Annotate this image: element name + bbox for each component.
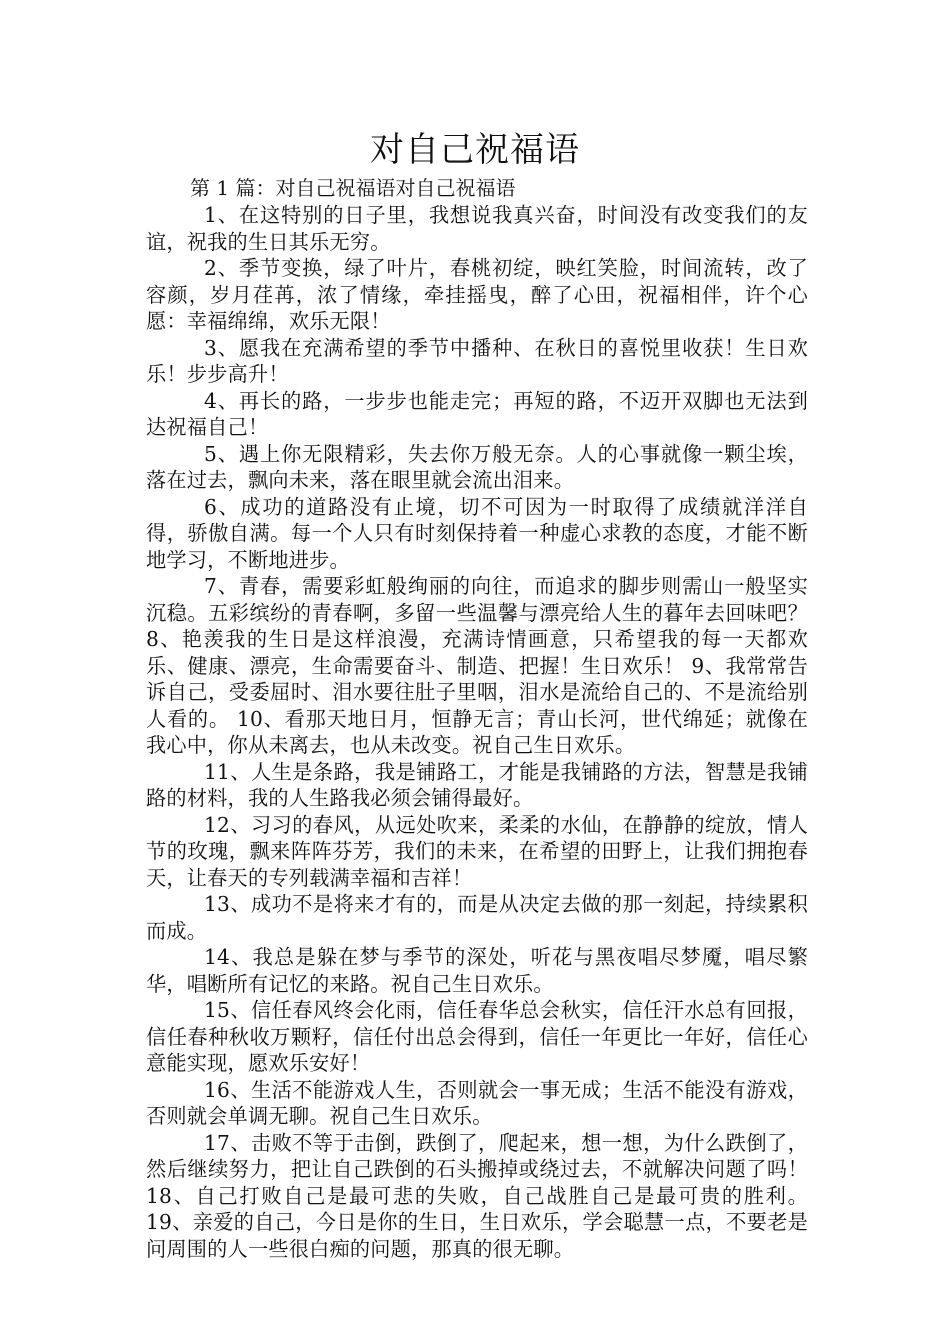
paragraph: 15、信任春风终会化雨，信任春华总会秋实，信任汗水总有回报，信任春种秋收万颗籽，信任付出总会得到，信任一年更比一年好，信任心意能实现，愿欢乐安好！ [146, 998, 808, 1075]
paragraph: 11、人生是条路，我是铺路工，才能是我铺路的方法，智慧是我铺路的材料，我的人生路我必须会铺得最好。 [146, 759, 808, 810]
page-title: 对自己祝福语 [370, 130, 580, 170]
paragraph: 5、遇上你无限精彩，失去你万般无奈。人的心事就像一颗尘埃，落在过去，飘向未来，落在眼里就会流出泪来。 [146, 441, 808, 492]
paragraph: 2、季节变换，绿了叶片，春桃初绽，映红笑脸，时间流转，改了容颜，岁月荏苒，浓了情缘，牵挂摇曳，醉了心田，祝福相伴，许个心愿：幸福绵绵，欢乐无限！ [146, 256, 808, 333]
paragraph: 1、在这特别的日子里，我想说我真兴奋，时间没有改变我们的友谊，祝我的生日其乐无穷。 [146, 203, 808, 254]
paragraph: 6、成功的道路没有止境，切不可因为一时取得了成绩就洋洋自得，骄傲自满。每一个人只有时刻保持着一种虚心求教的态度，才能不断地学习，不断地进步。 [146, 494, 808, 572]
body-text [146, 202, 808, 1262]
paragraph: 3、愿我在充满希望的季节中播种、在秋日的喜悦里收获！生日欢乐！步步高升！ [146, 335, 808, 386]
paragraph: 17、击败不等于击倒，跌倒了，爬起来，想一想，为什么跌倒了，然后继续努力，把让自己跌倒的石头搬掉或绕过去，不就解决问题了吗！ 18、自己打败自己是最可悲的失败，自己战胜自己是最可贵的胜利。 19、亲爱的自己，今日是你的生日，生日欢乐，学会聪慧一点，不要老是问周围的人一些很白痴的问题，那真的很无聊。 [146, 1130, 808, 1261]
paragraph: 4、再长的路，一步步也能走完；再短的路，不迈开双脚也无法到达祝福自己！ [146, 388, 808, 439]
paragraph: 7、青春，需要彩虹般绚丽的向往，而追求的脚步则需山一般坚实沉稳。五彩缤纷的青春啊，多留一些温馨与漂亮给人生的暮年去回味吧？ 8、艳羡我的生日是这样浪漫，充满诗情画意，只希望我的每一天都欢乐、健康、漂亮，生命需要奋斗、制造、把握！生日欢乐！ 9、我常常告诉自己，受委屈时、泪水要往肚子里咽，泪水是流给自己的、不是流给别人看的。 10、看那天地日月，恒静无言；青山长河，世代绵延；就像在我心中，你从未离去，也从未改变。祝自己生日欢乐。 [146, 574, 808, 757]
paragraph: 14、我总是躲在梦与季节的深处，听花与黑夜唱尽梦魇，唱尽繁华，唱断所有记忆的来路。祝自己生日欢乐。 [146, 945, 808, 996]
section-heading: 第 1 篇：对自己祝福语对自己祝福语 [190, 176, 516, 200]
paragraph: 12、习习的春风，从远处吹来，柔柔的水仙，在静静的绽放，情人节的玫瑰，飘来阵阵芬芳，我们的未来，在希望的田野上，让我们拥抱春天，让春天的专列载满幸福和吉祥！ [146, 812, 808, 890]
paragraph: 13、成功不是将来才有的，而是从决定去做的那一刻起，持续累积而成。 [146, 892, 808, 943]
paragraph: 16、生活不能游戏人生，否则就会一事无成；生活不能没有游戏，否则就会单调无聊。祝自己生日欢乐。 [146, 1077, 808, 1128]
